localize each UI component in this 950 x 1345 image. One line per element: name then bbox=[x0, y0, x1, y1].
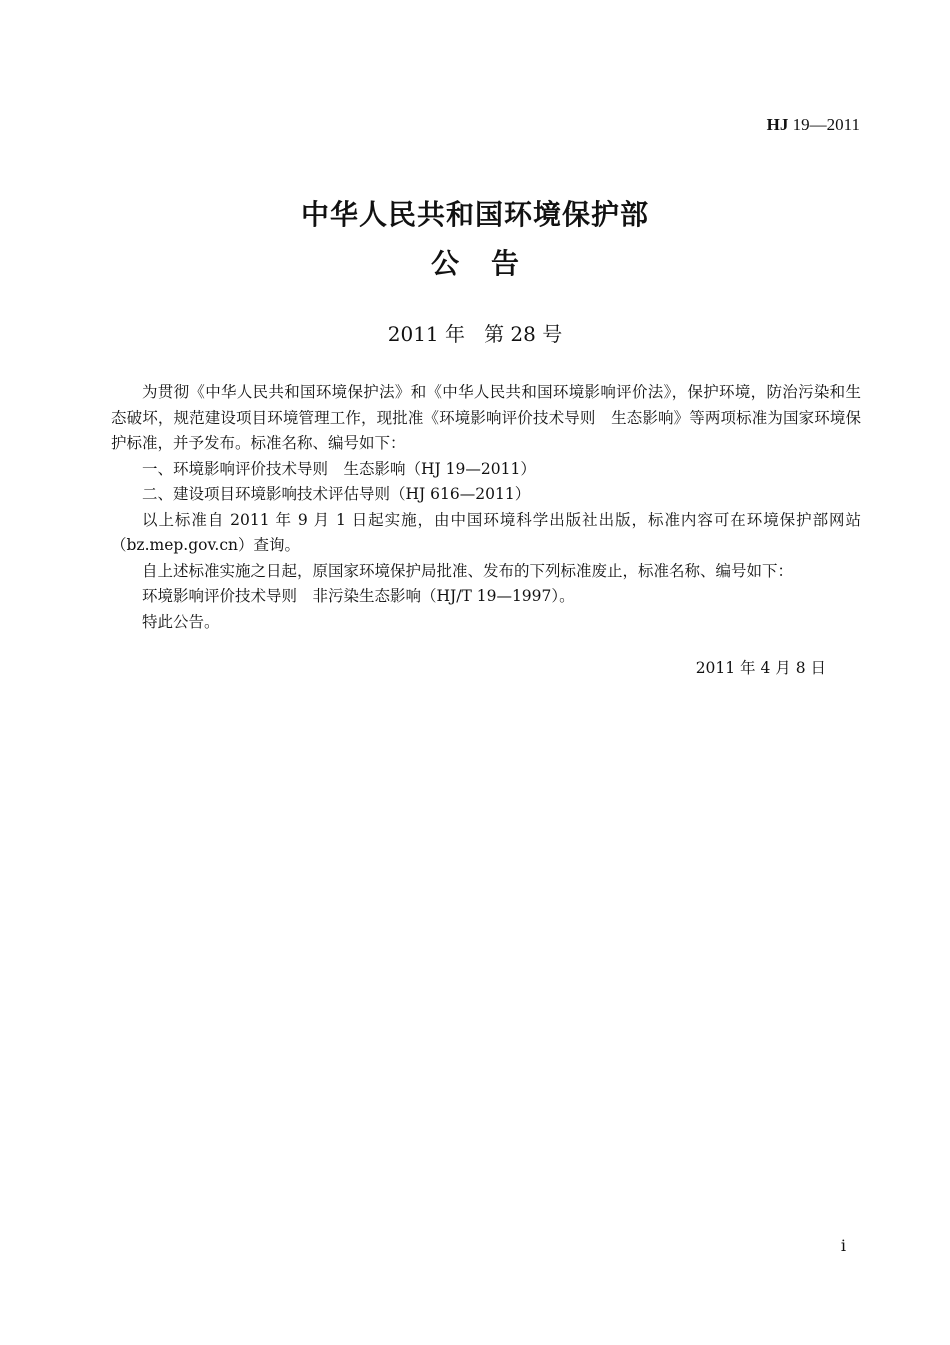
paragraph-standard-1: 一、环境影响评价技术导则 生态影响（HJ 19—2011） bbox=[142, 459, 536, 478]
announcement-body bbox=[111, 380, 861, 635]
paragraph-effective-date: 以上标准自 2011 年 9 月 1 日起实施，由中国环境科学出版社出版，标准内容可在环境保护部网站（bz.mep.gov.cn）查询。 bbox=[111, 510, 861, 554]
standard-code-prefix: HJ bbox=[766, 115, 789, 134]
announcement-title: 公告 bbox=[430, 247, 551, 280]
standard-code-number: 19—2011 bbox=[788, 115, 860, 134]
page-number: i bbox=[840, 1236, 846, 1255]
announcement-date: 2011 年 4 月 8 日 bbox=[695, 659, 826, 677]
issuing-agency: 中华人民共和国环境保护部 bbox=[300, 198, 649, 231]
paragraph-standard-2: 二、建设项目环境影响技术评估导则（HJ 616—2011） bbox=[142, 485, 531, 503]
announcement-number: 2011 年 第 28 号 bbox=[387, 322, 563, 346]
standard-code bbox=[767, 115, 860, 135]
paragraph-repealed-standard: 环境影响评价技术导则 非污染生态影响（HJ/T 19—1997）。 bbox=[142, 587, 575, 605]
paragraph-repeal: 自上述标准实施之日起，原国家环境保护局批准、发布的下列标准废止，标准名称、编号如下： bbox=[142, 561, 794, 580]
paragraph-purpose: 为贯彻《中华人民共和国环境保护法》和《中华人民共和国环境影响评价法》，保护环境，防治污染和生态破坏，规范建设项目环境管理工作，现批准《环境影响评价技术导则 生态影响》等两项标准为国家环境保护标准，并予发布。标准名称、编号如下： bbox=[111, 383, 861, 452]
paragraph-closing: 特此公告。 bbox=[142, 612, 220, 631]
